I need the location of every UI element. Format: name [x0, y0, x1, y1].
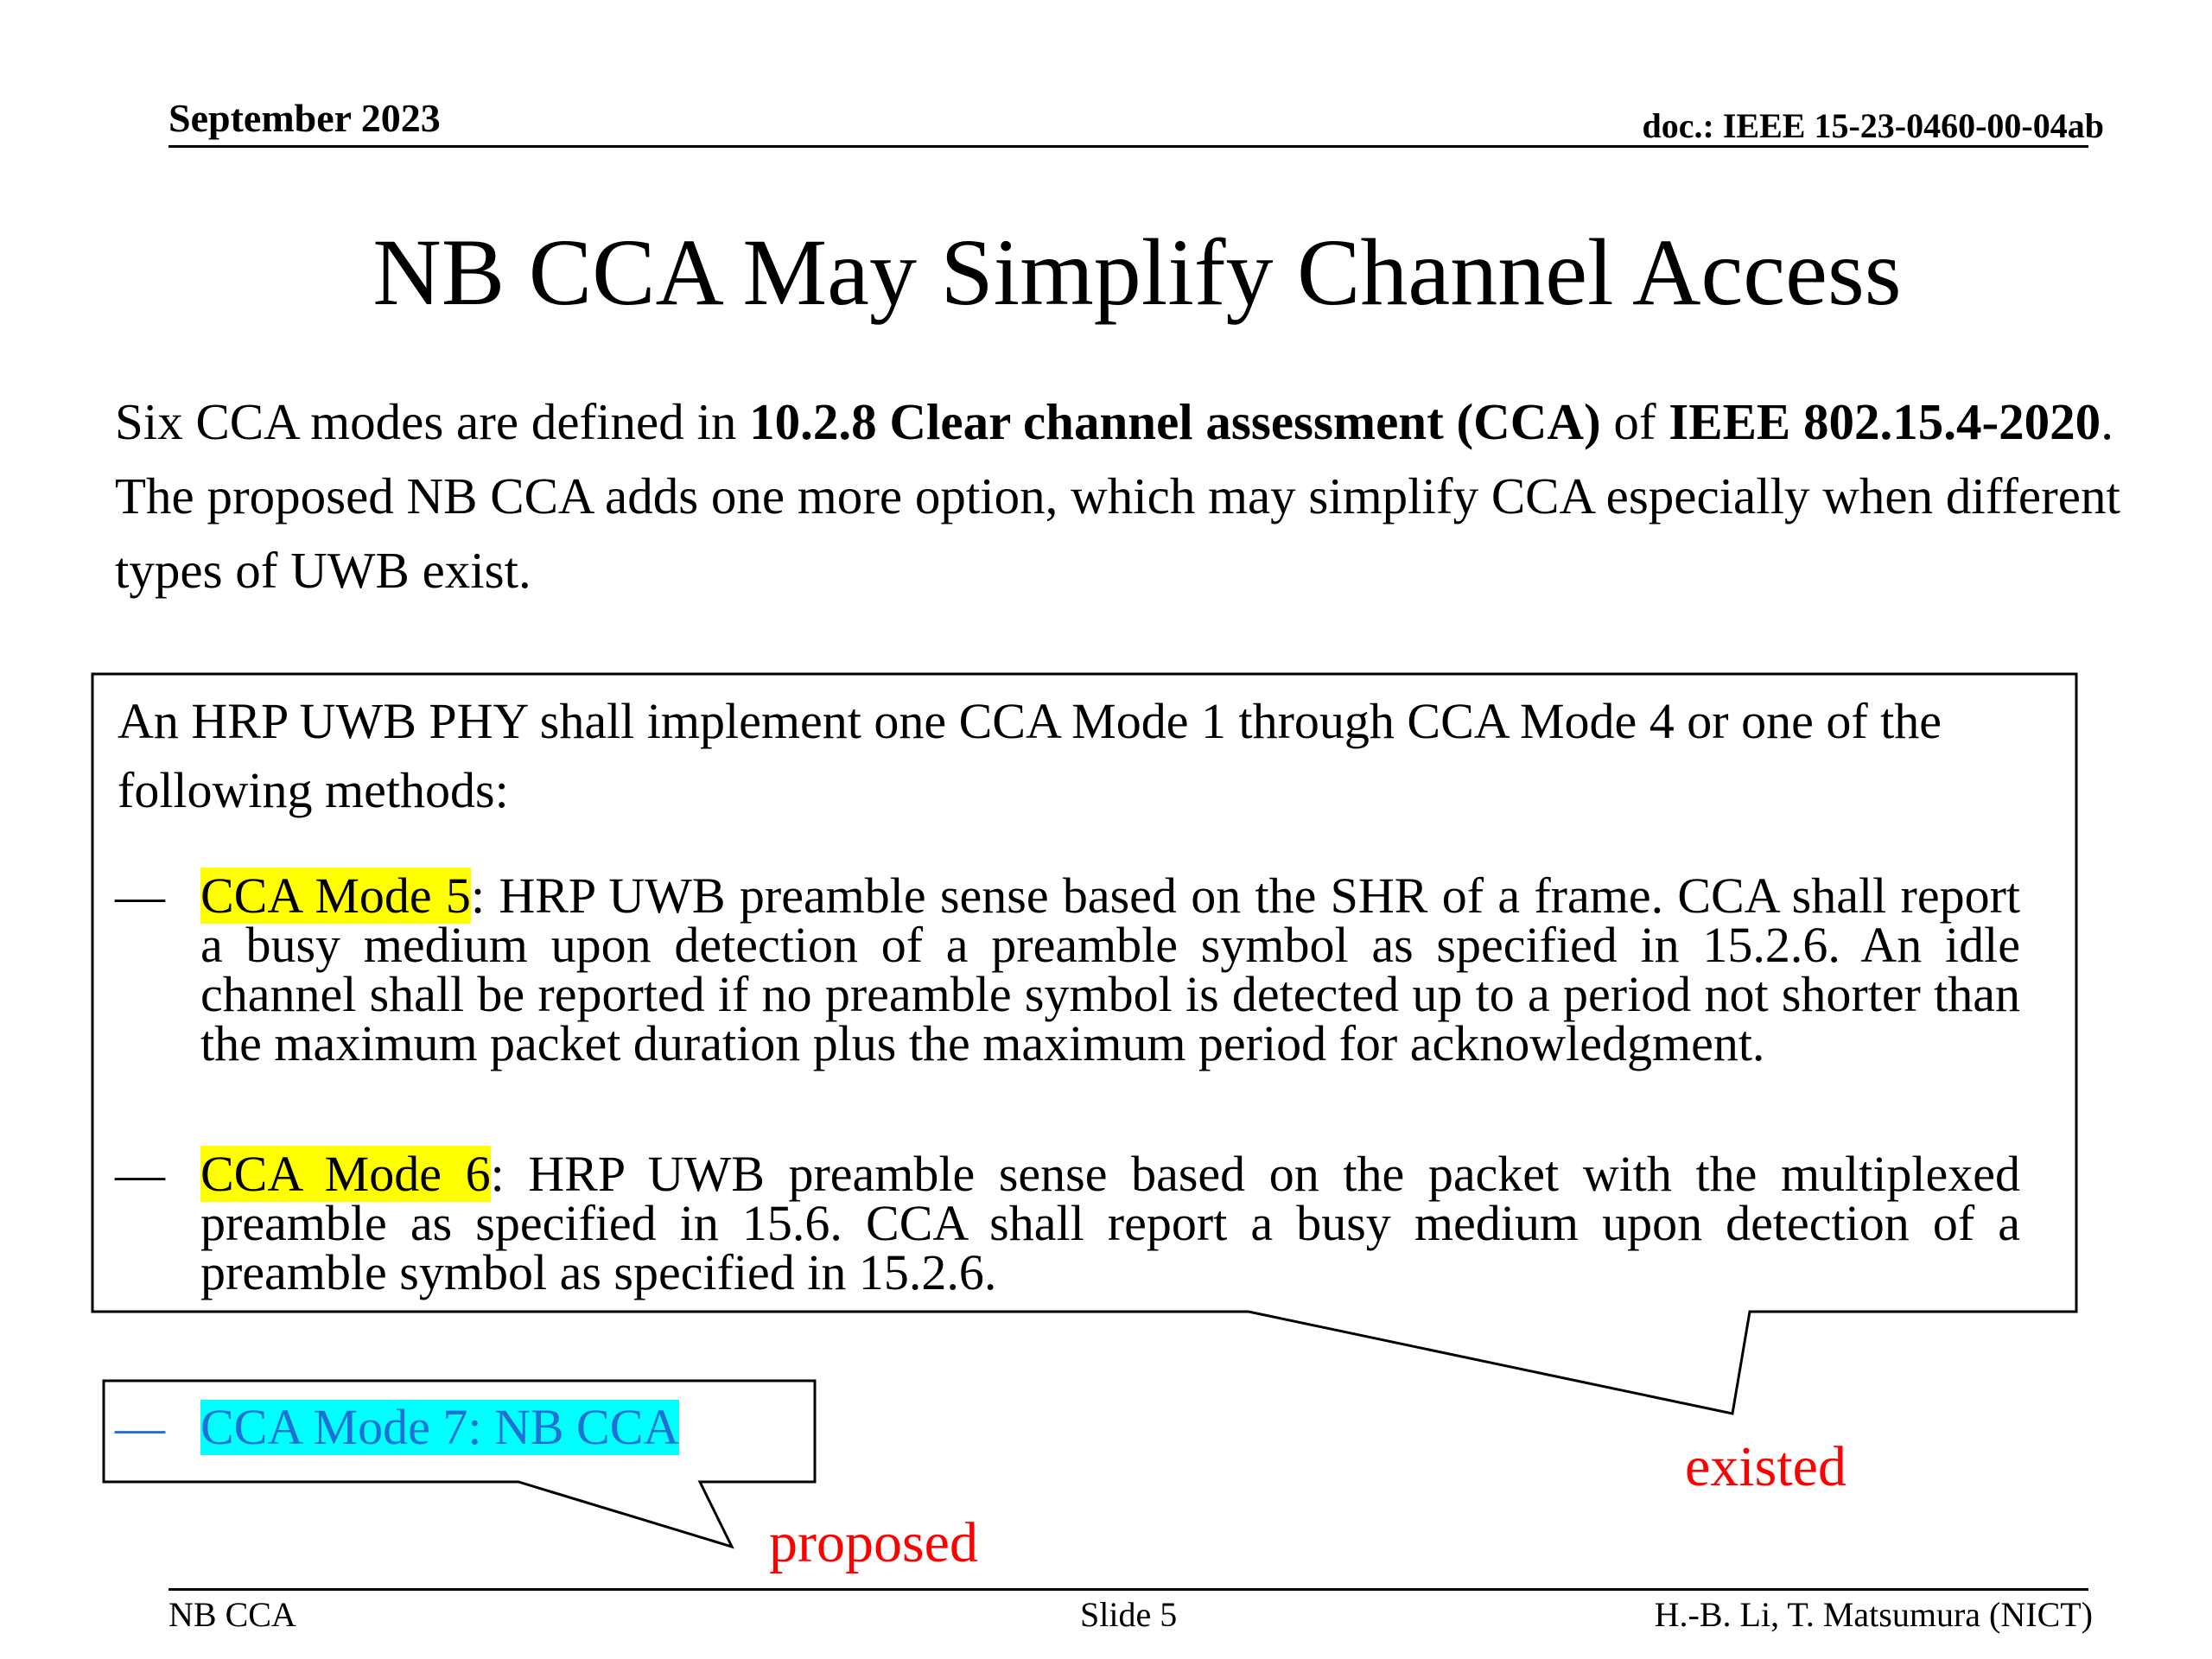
slide-title: NB CCA May Simplify Channel Access [372, 219, 1902, 325]
cca-mode-6-item [115, 1146, 2020, 1300]
footer-slide-number: Slide 5 [1080, 1595, 1178, 1634]
header-doc-id: doc.: IEEE 15-23-0460-00-04ab [1642, 106, 2104, 145]
intro-bold-section: 10.2.8 Clear channel assessment (CCA) [749, 393, 1601, 450]
footer-rule [168, 1588, 2088, 1591]
footer-topic: NB CCA [168, 1595, 296, 1634]
cca-mode-6-text [200, 1146, 2020, 1300]
cca-mode-5-label: CCA Mode 5 [200, 868, 471, 924]
list-dash: — [115, 1399, 165, 1455]
intro-text-3: . The proposed NB CCA adds one more option, which may simplify CCA especially when different types of UWB exist. [115, 393, 2120, 599]
existed-label: existed [1685, 1435, 1847, 1498]
cca-mode-6-label: CCA Mode 6 [200, 1146, 491, 1202]
cca-mode-6-description: : HRP UWB preamble sense based on the packet with the multiplexed preamble as specified in 15.6. CCA shall report a busy medium upon detection of a preamble symbol as specified in 15.2.6. [200, 1146, 2020, 1300]
cca-mode-5-item [115, 868, 2020, 1071]
header-date: September 2023 [168, 96, 441, 140]
intro-text-2: of [1600, 393, 1669, 450]
cca-mode-7-item [115, 1400, 806, 1455]
list-dash: — [115, 1146, 165, 1202]
cca-mode-5-description: : HRP UWB preamble sense based on the SHR of a frame. CCA shall report a busy medium upon detection of a preamble symbol as specified in 15.2.6. An idle channel shall be reported if no preamble symbol is detected up to a period not shorter than the maximum packet duration plus the maximum period for acknowledgment. [200, 868, 2020, 1071]
existing-box-lead: An HRP UWB PHY shall implement one CCA Mode 1 through CCA Mode 4 or one of the following methods: [118, 693, 1942, 818]
proposed-label: proposed [769, 1511, 978, 1574]
cca-mode-7-label: CCA Mode 7: NB CCA [200, 1399, 680, 1455]
intro-bold-standard: IEEE 802.15.4-2020 [1669, 393, 2101, 450]
intro-text-1: Six CCA modes are defined in [115, 393, 750, 450]
footer-authors: H.-B. Li, T. Matsumura (NICT) [1654, 1595, 2093, 1634]
list-dash: — [115, 868, 165, 924]
cca-mode-5-text [200, 868, 2020, 1071]
